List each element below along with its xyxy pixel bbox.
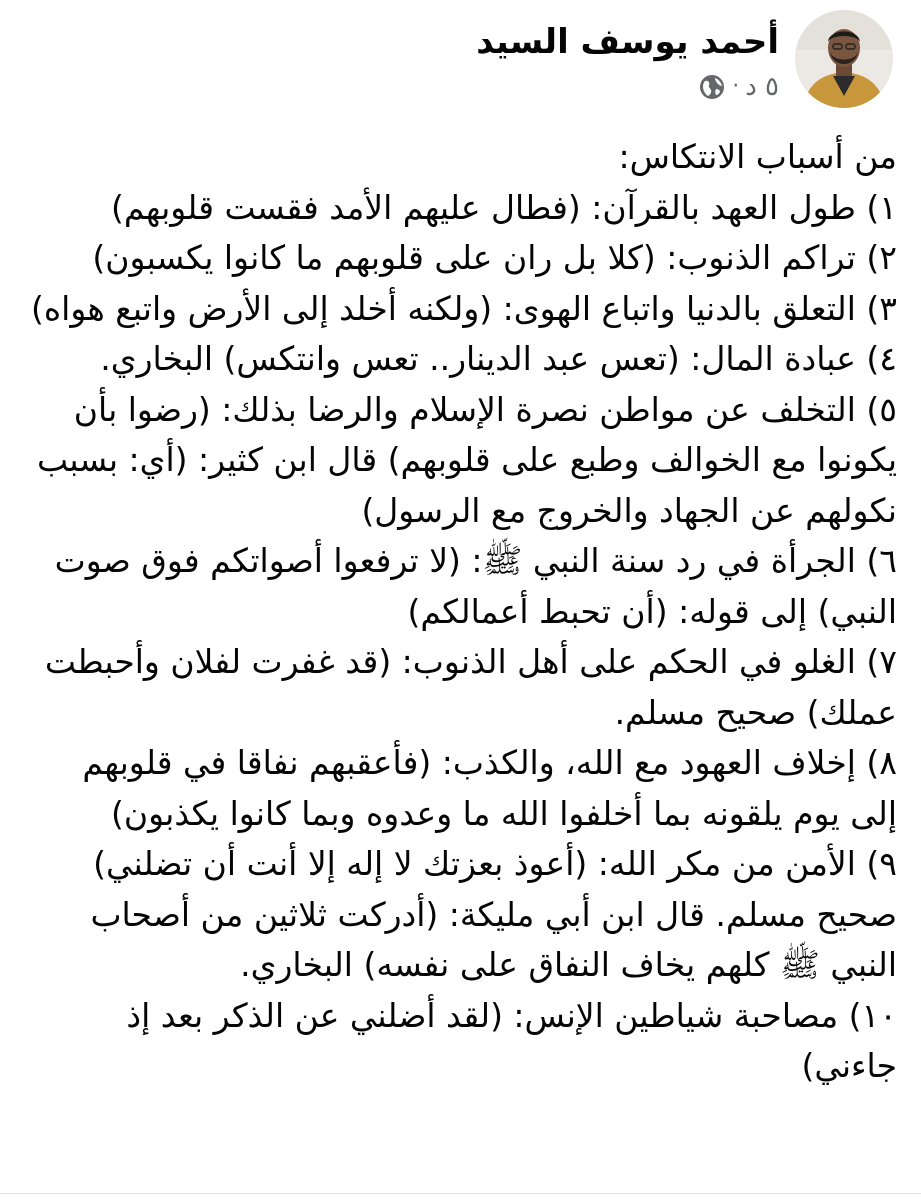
globe-icon[interactable] — [698, 73, 726, 101]
post-header — [476, 10, 893, 110]
post-divider — [0, 1193, 921, 1194]
author-name[interactable]: أحمد يوسف السيد — [476, 22, 779, 62]
meta-separator: · — [732, 74, 740, 99]
list-item: ٢) تراكم الذنوب: (كلا بل ران على قلوبهم ما كانوا يكسبون) — [92, 238, 897, 277]
list-item: ٦) الجرأة في رد سنة النبي ﷺ: (لا ترفعوا أصواتكم فوق صوت النبي) إلى قوله: (أن تحبط أعمالكم) — [54, 541, 897, 631]
list-item: ٩) الأمن من مكر الله: (أعوذ بعزتك لا إله إلا أنت أن تضلني) صحيح مسلم. قال ابن أبي مليكة: (أدركت ثلاثين من أصحاب النبي ﷺ كلهم يخاف النفاق على نفسه) البخاري. — [90, 844, 897, 984]
post-meta — [476, 72, 779, 102]
list-item: ٧) الغلو في الحكم على أهل الذنوب: (قد غفرت لفلان وأحبطت عملك) صحيح مسلم. — [44, 642, 897, 732]
list-item: ٥) التخلف عن مواطن نصرة الإسلام والرضا بذلك: (رضوا بأن يكونوا مع الخوالف وطبع على قلوبهم) قال ابن كثير: (أي: بسبب نكولهم عن الجهاد والخروج مع الرسول) — [37, 389, 897, 530]
profile-photo-icon — [795, 10, 893, 108]
post-body — [27, 132, 897, 1092]
post-title: من أسباب الانتكاس: — [618, 137, 897, 176]
list-item: ٣) التعلق بالدنيا واتباع الهوى: (ولكنه أخلد إلى الأرض واتبع هواه) — [31, 288, 897, 328]
author-block — [476, 10, 779, 102]
post-timestamp[interactable]: ٥ د — [745, 72, 779, 102]
avatar[interactable] — [795, 10, 893, 108]
list-item: ١) طول العهد بالقرآن: (فطال عليهم الأمد فقست قلوبهم) — [111, 187, 897, 227]
list-item: ٤) عبادة المال: (تعس عبد الدينار.. تعس وانتكس) البخاري. — [100, 339, 897, 378]
list-item: ١٠) مصاحبة شياطين الإنس: (لقد أضلني عن الذكر بعد إذ جاءني) — [126, 995, 897, 1085]
list-item: ٨) إخلاف العهود مع الله، والكذب: (فأعقبهم نفاقا في قلوبهم إلى يوم يلقونه بما أخلفوا الله ما وعدوه وبما كانوا يكذبون) — [82, 743, 897, 833]
